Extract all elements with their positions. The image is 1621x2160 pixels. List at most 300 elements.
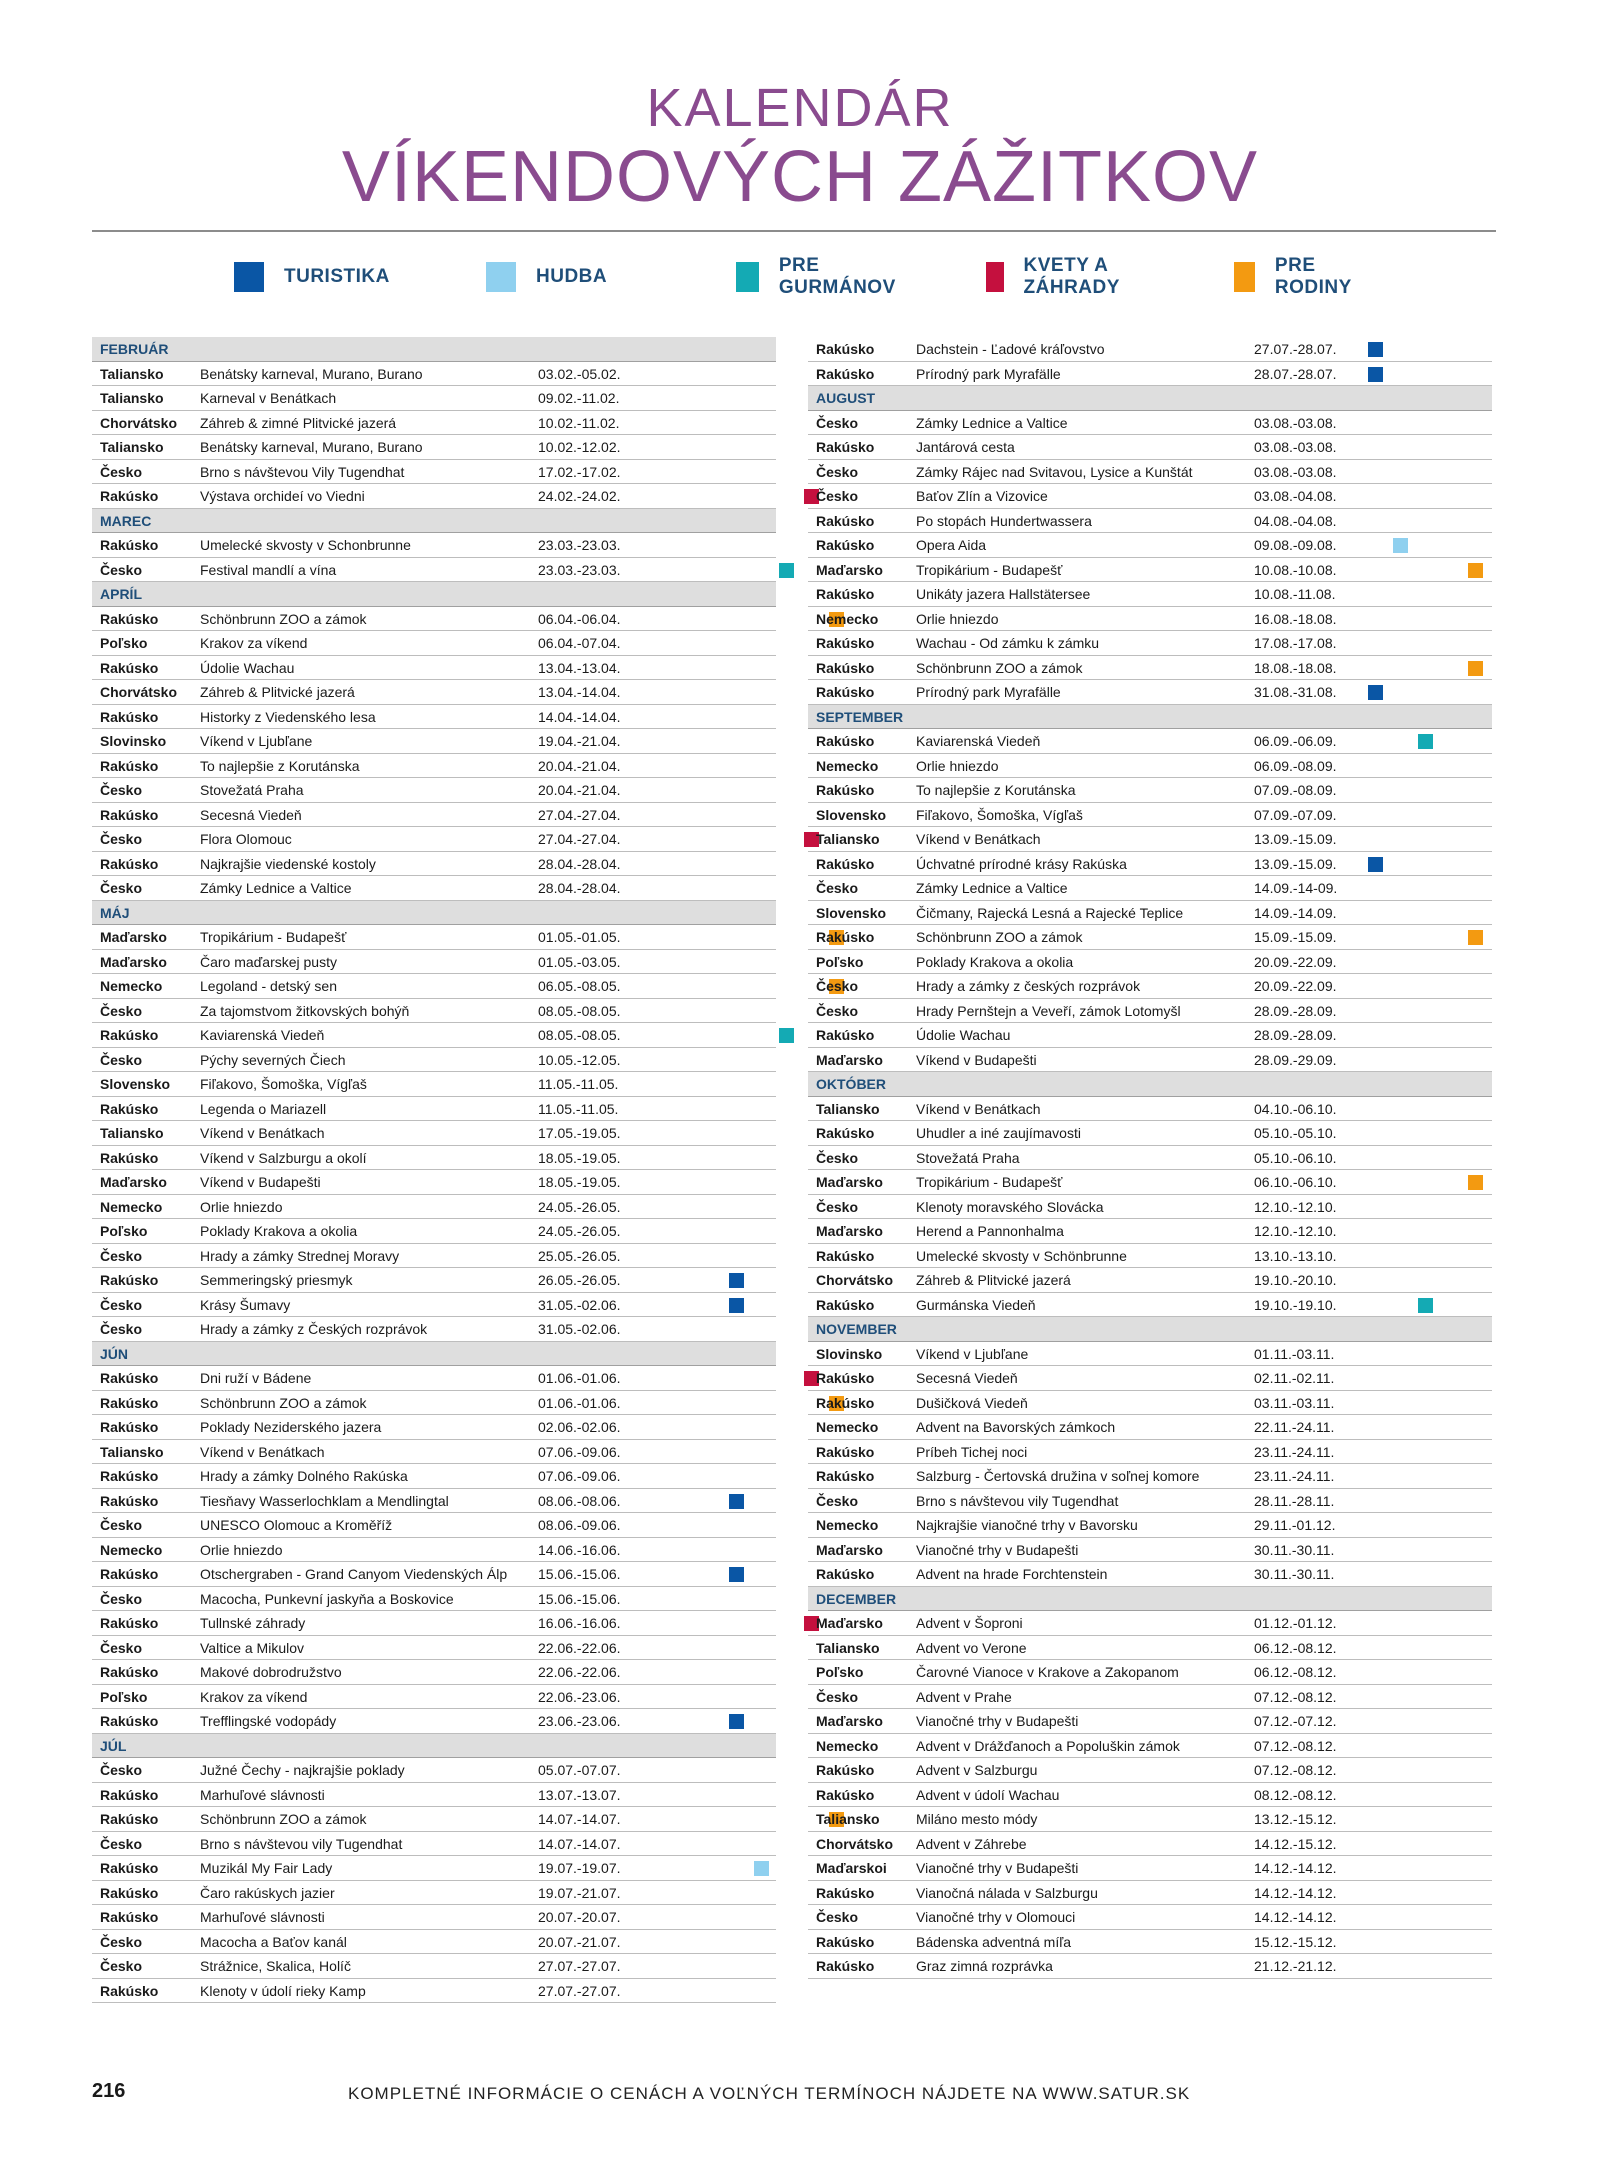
event-date: 14.04.-14.04. — [538, 708, 621, 725]
event-name: Schönbrunn ZOO a zámok — [200, 1394, 367, 1411]
event-country: Rakúsko — [100, 1884, 159, 1901]
event-row — [92, 852, 776, 877]
event-country: Chorvátsko — [100, 684, 178, 700]
event-name: To najlepšie z Korutánska — [200, 757, 360, 774]
event-date: 05.07.-07.07. — [538, 1762, 621, 1778]
event-date: 03.08.-04.08. — [1254, 488, 1337, 504]
event-row — [92, 754, 776, 779]
event-row — [92, 362, 776, 387]
event-country: Česko — [100, 1296, 143, 1313]
event-row — [808, 1366, 1492, 1391]
event-date: 14.07.-14.07. — [538, 1811, 621, 1827]
event-row — [808, 1170, 1492, 1195]
event-date: 14.12.-14.12. — [1254, 1860, 1337, 1876]
event-date: 02.11.-02.11. — [1254, 1370, 1335, 1386]
event-date: 27.04.-27.04. — [538, 831, 621, 847]
event-name: Dušičková Viedeň — [916, 1394, 1028, 1411]
event-date: 13.04.-13.04. — [538, 659, 621, 676]
event-name: Záhreb & Plitvické jazerá — [916, 1272, 1071, 1288]
event-row — [808, 778, 1492, 803]
category-marker-hudba — [754, 1861, 769, 1876]
event-date: 29.11.-01.12. — [1254, 1517, 1336, 1533]
event-date: 17.08.-17.08. — [1254, 635, 1337, 651]
event-row — [808, 558, 1492, 583]
event-row — [92, 1783, 776, 1808]
event-country: Česko — [816, 1492, 859, 1509]
event-country: Nemecko — [100, 1541, 163, 1558]
event-name: Víkend v Budapešti — [916, 1051, 1037, 1068]
event-date: 23.03.-23.03. — [538, 537, 621, 553]
event-country: Maďarsko — [816, 1541, 883, 1558]
event-date: 28.09.-29.09. — [1254, 1051, 1337, 1068]
event-country: Maďarsko — [100, 953, 167, 970]
event-name: Makové dobrodružstvo — [200, 1664, 342, 1680]
event-row — [808, 1611, 1492, 1636]
event-row — [92, 1856, 776, 1881]
title-line-2: VÍKENDOVÝCH ZÁŽITKOV — [341, 137, 1259, 217]
event-country: Rakúsko — [100, 1419, 159, 1435]
event-row — [92, 1832, 776, 1857]
event-date: 28.09.-28.09. — [1254, 1002, 1337, 1019]
event-name: Brno s návštevou vily Tugendhat — [916, 1492, 1119, 1509]
event-date: 16.08.-18.08. — [1254, 610, 1337, 627]
event-row — [92, 999, 776, 1024]
event-country: Rakúsko — [100, 1468, 159, 1484]
legend-label: HUDBA — [536, 266, 608, 287]
month-header — [808, 1317, 1492, 1342]
event-country: Česko — [100, 831, 143, 847]
event-date: 13.07.-13.07. — [538, 1786, 621, 1803]
event-country: Maďarsko — [816, 1223, 883, 1239]
event-country: Česko — [100, 1517, 143, 1533]
event-name: Strážnice, Skalica, Holíč — [200, 1958, 351, 1974]
event-country: Rakúsko — [100, 1100, 159, 1117]
event-name: Bádenska adventná míľa — [916, 1933, 1072, 1950]
event-country: Rakúsko — [816, 1933, 875, 1950]
event-country: Maďarsko — [100, 1174, 167, 1190]
event-row — [808, 533, 1492, 558]
event-country: Nemecko — [100, 978, 163, 994]
event-country: Česko — [100, 880, 143, 896]
event-row — [808, 729, 1492, 754]
event-row — [808, 1048, 1492, 1073]
event-date: 27.07.-27.07. — [538, 1982, 621, 1999]
event-date: 25.05.-26.05. — [538, 1247, 621, 1264]
event-date: 07.06.-09.06. — [538, 1443, 621, 1460]
event-country: Nemecko — [816, 1419, 879, 1435]
event-row — [808, 582, 1492, 607]
event-row — [808, 1415, 1492, 1440]
event-country: Poľsko — [100, 1688, 148, 1705]
event-date: 20.04.-21.04. — [538, 782, 621, 798]
event-row — [808, 1342, 1492, 1367]
event-row — [808, 411, 1492, 436]
event-row — [808, 754, 1492, 779]
event-row — [92, 1023, 776, 1048]
event-date: 23.11.-24.11. — [1254, 1443, 1335, 1460]
event-name: Pýchy severných Čiech — [200, 1051, 346, 1068]
event-row — [92, 680, 776, 705]
event-row — [808, 680, 1492, 705]
event-date: 08.05.-08.05. — [538, 1002, 621, 1019]
event-name: Po stopách Hundertwassera — [916, 512, 1092, 529]
event-country: Rakúsko — [816, 929, 875, 945]
event-name: Benátsky karneval, Murano, Burano — [200, 365, 423, 382]
event-date: 08.06.-09.06. — [538, 1517, 621, 1533]
event-row — [92, 460, 776, 485]
event-name: Trefflingské vodopády — [200, 1713, 337, 1729]
event-country: Rakúsko — [816, 782, 875, 798]
event-country: Česko — [100, 1002, 143, 1019]
event-row — [92, 1538, 776, 1563]
event-country: Česko — [100, 1933, 143, 1950]
event-date: 12.10.-12.10. — [1254, 1198, 1337, 1215]
event-date: 10.08.-11.08. — [1254, 586, 1336, 602]
event-row — [92, 1464, 776, 1489]
event-row — [92, 1758, 776, 1783]
event-row — [92, 411, 776, 436]
event-row — [808, 435, 1492, 460]
event-name: Brno s návštevou Vily Tugendhat — [200, 463, 405, 480]
title-divider — [92, 230, 1496, 232]
event-date: 30.11.-30.11. — [1254, 1566, 1335, 1582]
event-country: Česko — [100, 1762, 143, 1778]
event-country: Rakúsko — [816, 1370, 875, 1386]
event-row — [808, 1832, 1492, 1857]
event-name: Príbeh Tichej noci — [916, 1443, 1028, 1460]
month-label: SEPTEMBER — [816, 708, 904, 725]
event-row — [808, 631, 1492, 656]
month-label: NOVEMBER — [816, 1321, 897, 1337]
category-marker-turistika — [729, 1273, 744, 1288]
event-name: Festival mandlí a vína — [200, 561, 337, 578]
event-row — [808, 460, 1492, 485]
event-country: Poľsko — [100, 1223, 148, 1239]
event-row — [92, 1881, 776, 1906]
event-row — [92, 1660, 776, 1685]
event-row — [92, 778, 776, 803]
event-name: Prírodný park Myrafälle — [916, 365, 1061, 382]
event-country: Rakúsko — [816, 1958, 875, 1974]
event-name: Víkend v Ljubľane — [916, 1345, 1029, 1362]
event-country: Maďarsko — [816, 561, 883, 578]
event-name: Víkend v Budapešti — [200, 1174, 321, 1190]
event-country: Rakúsko — [816, 635, 875, 651]
event-row — [808, 1538, 1492, 1563]
event-name: Advent v Salzburgu — [916, 1762, 1038, 1778]
event-country: Rakúsko — [816, 1884, 875, 1901]
event-row — [808, 1268, 1492, 1293]
event-name: Flora Olomouc — [200, 831, 292, 847]
event-country: Česko — [816, 978, 859, 994]
event-date: 20.09.-22.09. — [1254, 953, 1337, 970]
month-header — [808, 1072, 1492, 1097]
legend-swatch-hudba — [486, 262, 516, 292]
event-country: Taliansko — [100, 1443, 164, 1460]
event-name: Uhudler a iné zaujímavosti — [916, 1125, 1081, 1141]
event-name: Výstava orchideí vo Viedni — [200, 488, 365, 504]
event-name: To najlepšie z Korutánska — [916, 782, 1076, 798]
event-name: Hrady a zámky z Českých rozprávok — [200, 1321, 428, 1337]
event-name: Zámky Rájec nad Svitavou, Lysice a Kunštát — [916, 463, 1193, 480]
event-row — [92, 1097, 776, 1122]
event-date: 20.07.-21.07. — [538, 1933, 621, 1950]
event-country: Česko — [100, 1835, 143, 1852]
event-row — [808, 827, 1492, 852]
event-row — [808, 1562, 1492, 1587]
event-date: 19.04.-21.04. — [538, 733, 621, 749]
event-name: Legenda o Mariazell — [200, 1100, 327, 1117]
event-name: Čaro maďarskej pusty — [200, 953, 337, 970]
event-country: Rakúsko — [816, 1027, 875, 1043]
event-name: Vianočné trhy v Budapešti — [916, 1860, 1079, 1876]
event-row — [808, 607, 1492, 632]
legend-label: PRE GURMÁNOV — [778, 255, 896, 298]
event-name: Krakov za víkend — [200, 1688, 308, 1705]
event-date: 03.08.-03.08. — [1254, 414, 1337, 431]
event-date: 10.08.-10.08. — [1254, 561, 1337, 578]
event-row — [92, 1954, 776, 1979]
event-date: 09.08.-09.08. — [1254, 537, 1337, 553]
event-country: Rakúsko — [816, 1762, 875, 1778]
event-date: 15.06.-15.06. — [538, 1590, 621, 1607]
event-row — [92, 1219, 776, 1244]
event-row — [92, 950, 776, 975]
event-name: Hrady a zámky Dolného Rakúska — [200, 1468, 408, 1484]
month-header — [92, 337, 776, 362]
event-name: Orlie hniezdo — [200, 1541, 283, 1558]
event-name: Tullnské záhrady — [200, 1615, 306, 1631]
event-country: Rakúsko — [816, 365, 875, 382]
event-name: Advent na hrade Forchtenstein — [916, 1566, 1108, 1582]
event-country: Rakúsko — [100, 1149, 159, 1166]
event-date: 22.06.-22.06. — [538, 1639, 621, 1656]
event-date: 04.10.-06.10. — [1254, 1100, 1337, 1117]
month-label: JÚN — [100, 1345, 129, 1362]
category-marker-turistika — [729, 1714, 744, 1729]
event-name: Umelecké skvosty v Schonbrunne — [200, 537, 411, 553]
event-country: Česko — [816, 1149, 859, 1166]
event-country: Taliansko — [816, 1100, 880, 1117]
event-row — [92, 1415, 776, 1440]
event-name: Tropikárium - Budapešť — [200, 929, 347, 945]
category-marker-rodiny — [1468, 930, 1483, 945]
event-date: 14.09.-14-09. — [1254, 880, 1338, 896]
event-name: Fiľakovo, Šomoška, Vígľaš — [916, 806, 1083, 823]
month-label: MÁJ — [100, 904, 130, 921]
event-country: Nemecko — [100, 1198, 163, 1215]
event-date: 21.12.-21.12. — [1254, 1958, 1337, 1974]
category-marker-turistika — [729, 1298, 744, 1313]
event-row — [92, 1930, 776, 1955]
event-name: Víkend v Salzburgu a okolí — [200, 1149, 367, 1166]
event-row — [808, 656, 1492, 681]
event-name: Opera Aida — [916, 537, 987, 553]
event-date: 05.10.-05.10. — [1254, 1125, 1337, 1141]
event-date: 23.06.-23.06. — [538, 1713, 621, 1729]
event-country: Nemecko — [816, 1737, 879, 1754]
event-country: Chorvátsko — [816, 1272, 894, 1288]
event-row — [808, 803, 1492, 828]
category-marker-turistika — [729, 1567, 744, 1582]
event-date: 22.06.-22.06. — [538, 1664, 621, 1680]
event-row — [808, 876, 1492, 901]
event-country: Maďarsko — [816, 1051, 883, 1068]
event-country: Rakúsko — [816, 733, 875, 749]
event-country: Slovinsko — [100, 733, 167, 749]
event-name: Valtice a Mikulov — [200, 1639, 305, 1656]
event-date: 02.06.-02.06. — [538, 1419, 621, 1435]
event-row — [92, 533, 776, 558]
event-country: Slovensko — [816, 904, 887, 921]
event-name: Hrady a zámky Strednej Moravy — [200, 1247, 400, 1264]
category-marker-rodiny — [1468, 563, 1483, 578]
category-marker-turistika — [1368, 857, 1383, 872]
event-row — [808, 362, 1492, 387]
event-name: Poklady Neziderského jazera — [200, 1419, 382, 1435]
event-row — [92, 1440, 776, 1465]
event-date: 07.12.-08.12. — [1254, 1688, 1337, 1705]
event-country: Rakúsko — [100, 610, 159, 627]
event-date: 22.06.-23.06. — [538, 1688, 621, 1705]
event-row — [92, 1611, 776, 1636]
legend-item-hudba — [486, 258, 607, 296]
event-country: Taliansko — [100, 1125, 164, 1141]
event-country: Rakúsko — [816, 341, 875, 357]
event-name: Orlie hniezdo — [916, 757, 999, 774]
category-marker-turistika — [1368, 342, 1383, 357]
event-date: 07.06.-09.06. — [538, 1468, 621, 1484]
event-row — [92, 1709, 776, 1734]
event-date: 12.10.-12.10. — [1254, 1223, 1337, 1239]
event-name: Historky z Viedenského lesa — [200, 708, 376, 725]
event-name: Záhreb & Plitvické jazerá — [200, 684, 355, 700]
event-name: Záhreb & zimné Plitvické jazerá — [200, 414, 397, 431]
event-row — [808, 901, 1492, 926]
event-date: 24.05.-26.05. — [538, 1198, 621, 1215]
month-header — [808, 386, 1492, 411]
event-row — [808, 1783, 1492, 1808]
event-row — [92, 1268, 776, 1293]
event-date: 06.12.-08.12. — [1254, 1664, 1337, 1680]
category-marker-gurman — [779, 1028, 794, 1043]
event-name: Poklady Krakova a okolia — [200, 1223, 358, 1239]
event-date: 01.12.-01.12. — [1254, 1615, 1337, 1631]
category-marker-turistika — [1368, 685, 1383, 700]
event-date: 07.09.-07.09. — [1254, 806, 1337, 823]
event-name: Čičmany, Rajecká Lesná a Rajecké Teplice — [916, 904, 1184, 921]
event-date: 06.09.-08.09. — [1254, 757, 1337, 774]
page-number: 216 — [92, 2080, 126, 2102]
event-name: Čarovné Vianoce v Krakove a Zakopanom — [916, 1664, 1179, 1680]
event-date: 20.04.-21.04. — [538, 757, 621, 774]
event-row — [808, 1734, 1492, 1759]
event-country: Česko — [816, 1198, 859, 1215]
event-row — [808, 1489, 1492, 1514]
event-date: 24.02.-24.02. — [538, 488, 621, 504]
event-name: Graz zimná rozprávka — [916, 1958, 1053, 1974]
event-date: 27.07.-27.07. — [538, 1958, 621, 1974]
event-date: 18.05.-19.05. — [538, 1174, 621, 1190]
event-country: Maďarsko — [816, 1615, 883, 1631]
event-name: UNESCO Olomouc a Kroměříž — [200, 1517, 393, 1533]
event-name: Kaviarenská Viedeň — [200, 1027, 325, 1043]
category-marker-gurman — [1418, 1298, 1433, 1313]
event-row — [92, 1489, 776, 1514]
event-name: Vianočné trhy v Budapešti — [916, 1713, 1079, 1729]
legend-item-turistika — [234, 258, 390, 296]
event-country: Rakúsko — [816, 1296, 875, 1313]
event-date: 28.11.-28.11. — [1254, 1492, 1335, 1509]
event-name: Karneval v Benátkach — [200, 390, 337, 406]
event-name: Advent v Šoproni — [916, 1615, 1023, 1631]
event-row — [808, 1636, 1492, 1661]
event-date: 28.07.-28.07. — [1254, 365, 1337, 382]
event-country: Rakúsko — [816, 1468, 875, 1484]
event-date: 06.05.-08.05. — [538, 978, 621, 994]
event-country: Rakúsko — [100, 488, 159, 504]
event-row — [808, 1758, 1492, 1783]
event-name: Víkend v Benátkach — [200, 1125, 325, 1141]
event-country: Rakúsko — [100, 1370, 159, 1386]
event-date: 28.04.-28.04. — [538, 855, 621, 872]
event-date: 01.05.-03.05. — [538, 953, 621, 970]
event-country: Česko — [816, 488, 859, 504]
event-date: 14.12.-15.12. — [1254, 1835, 1337, 1852]
month-header — [92, 901, 776, 926]
event-country: Česko — [816, 414, 859, 431]
legend-label: KVETY A ZÁHRADY — [1023, 255, 1120, 298]
event-name: Advent v Drážďanoch a Popoluškin zámok — [916, 1737, 1180, 1754]
event-country: Rakúsko — [100, 1786, 159, 1803]
event-name: Najkrajšie vianočné trhy v Bavorsku — [916, 1517, 1138, 1533]
event-country: Maďarsko — [816, 1174, 883, 1190]
month-header — [92, 582, 776, 607]
event-name: Hrady a zámky z českých rozprávok — [916, 978, 1141, 994]
event-date: 18.08.-18.08. — [1254, 659, 1337, 676]
event-country: Česko — [816, 463, 859, 480]
event-row — [92, 1905, 776, 1930]
event-row — [808, 1881, 1492, 1906]
event-country: Česko — [816, 1688, 859, 1705]
event-date: 09.02.-11.02. — [538, 390, 620, 406]
event-name: Wachau - Od zámku k zámku — [916, 635, 1100, 651]
category-marker-rodiny — [1468, 661, 1483, 676]
event-row — [808, 1219, 1492, 1244]
event-country: Rakúsko — [100, 1982, 159, 1999]
event-date: 20.09.-22.09. — [1254, 978, 1337, 994]
event-date: 27.07.-28.07. — [1254, 341, 1337, 357]
event-row — [808, 1146, 1492, 1171]
event-date: 01.06.-01.06. — [538, 1394, 621, 1411]
event-name: Prírodný park Myrafälle — [916, 684, 1061, 700]
event-country: Rakúsko — [816, 1443, 875, 1460]
event-date: 06.09.-06.09. — [1254, 733, 1337, 749]
event-date: 06.04.-07.04. — [538, 635, 621, 651]
event-date: 05.10.-06.10. — [1254, 1149, 1337, 1166]
event-row — [808, 925, 1492, 950]
event-name: Tropikárium - Budapešť — [916, 561, 1063, 578]
event-row — [92, 925, 776, 950]
event-country: Rakúsko — [100, 855, 159, 872]
event-name: Marhuľové slávnosti — [200, 1786, 325, 1803]
event-row — [92, 484, 776, 509]
event-date: 14.09.-14.09. — [1254, 904, 1337, 921]
event-date: 26.05.-26.05. — [538, 1272, 621, 1288]
event-date: 19.07.-19.07. — [538, 1860, 621, 1876]
event-country: Slovinsko — [816, 1345, 883, 1362]
event-country: Poľsko — [816, 953, 864, 970]
